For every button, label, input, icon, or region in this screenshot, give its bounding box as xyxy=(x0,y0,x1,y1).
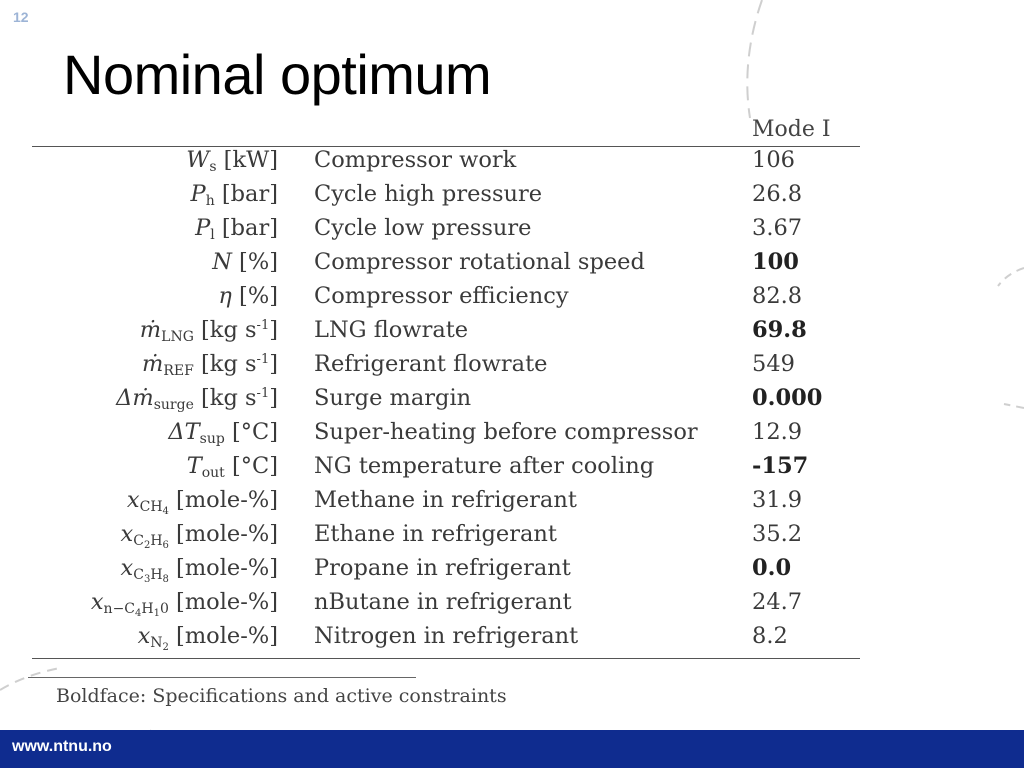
footer-bar xyxy=(0,730,1024,768)
symbol-letter: x xyxy=(126,487,140,513)
symbol-subscript: s xyxy=(209,159,217,175)
symbol-subscript: sup xyxy=(199,431,225,447)
row-description: Surge margin xyxy=(314,385,472,411)
row-unit: [kg $s^{-1}$] xyxy=(193,385,278,411)
symbol-letter: T xyxy=(186,453,202,479)
row-description: Methane in refrigerant xyxy=(314,487,577,513)
symbol-letter: x xyxy=(120,555,134,581)
row-symbol xyxy=(127,487,278,517)
symbol-subscript: n−C4H10 xyxy=(103,601,169,619)
row-value: 31.9 xyxy=(752,487,803,513)
table-row xyxy=(32,214,860,248)
symbol-subscript: CH4 xyxy=(139,499,169,517)
row-symbol xyxy=(142,351,278,379)
row-unit: [kW] xyxy=(216,147,278,173)
row-symbol xyxy=(168,419,278,447)
row-value: 0.0 xyxy=(752,555,792,581)
column-header-mode: Mode I xyxy=(752,117,831,142)
table-row xyxy=(32,486,860,520)
table-row xyxy=(32,520,860,554)
footnote-rule xyxy=(28,677,416,678)
row-unit: [°C] xyxy=(224,419,278,445)
row-description: Nitrogen in refrigerant xyxy=(314,623,579,649)
row-unit: [mole-%] xyxy=(168,521,278,547)
row-value: 35.2 xyxy=(752,521,803,547)
row-unit: [kg $s^{-1}$] xyxy=(193,317,278,343)
row-symbol xyxy=(138,623,278,653)
row-value: 549 xyxy=(752,351,795,377)
row-value: 106 xyxy=(752,147,795,173)
row-unit: [bar] xyxy=(214,181,278,207)
row-unit: [%] xyxy=(231,249,278,275)
row-value: 8.2 xyxy=(752,623,788,649)
row-unit: [bar] xyxy=(214,215,278,241)
table-row xyxy=(32,350,860,384)
symbol-subscript: C3H8 xyxy=(133,567,169,585)
symbol-subscript: out xyxy=(201,465,225,481)
row-unit: [mole-%] xyxy=(168,555,278,581)
row-description: NG temperature after cooling xyxy=(314,453,655,479)
table-row xyxy=(32,418,860,452)
row-unit: [mole-%] xyxy=(168,623,278,649)
row-description: LNG flowrate xyxy=(314,317,469,343)
symbol-letter: ṁ xyxy=(139,317,162,343)
row-unit: [kg $s^{-1}$] xyxy=(193,351,278,377)
symbol-subscript: REF xyxy=(163,363,194,379)
table-row xyxy=(32,282,860,316)
symbol-subscript: C2H6 xyxy=(133,533,169,551)
symbol-letter: N xyxy=(212,249,232,275)
table-row xyxy=(32,146,860,180)
row-value: 12.9 xyxy=(752,419,803,445)
symbol-letter: ΔT xyxy=(168,419,200,445)
row-description: Compressor efficiency xyxy=(314,283,569,309)
symbol-letter: x xyxy=(137,623,151,649)
row-symbol xyxy=(91,589,278,619)
slide-number: 12 xyxy=(13,9,29,25)
row-description: Cycle high pressure xyxy=(314,181,543,207)
row-description: Super-heating before compressor xyxy=(314,419,698,445)
symbol-letter: x xyxy=(90,589,104,615)
symbol-letter: ṁ xyxy=(142,351,164,377)
row-symbol xyxy=(116,385,278,413)
row-value: 0.000 xyxy=(752,385,823,411)
row-symbol xyxy=(186,147,278,175)
table-row xyxy=(32,248,860,282)
row-value: 100 xyxy=(752,249,799,275)
row-description: Ethane in refrigerant xyxy=(314,521,557,547)
row-symbol xyxy=(191,181,278,209)
symbol-letter: Δṁ xyxy=(116,385,154,411)
symbol-letter: P xyxy=(190,181,206,207)
table-bottom-rule xyxy=(32,658,860,659)
row-description: Compressor rotational speed xyxy=(314,249,645,275)
row-description: Cycle low pressure xyxy=(314,215,532,241)
row-unit: [mole-%] xyxy=(168,589,278,615)
row-description: Propane in refrigerant xyxy=(314,555,571,581)
row-unit: [mole-%] xyxy=(168,487,278,513)
table-row xyxy=(32,384,860,418)
row-value: 3.67 xyxy=(752,215,803,241)
row-symbol xyxy=(218,283,278,309)
row-symbol xyxy=(121,521,278,551)
row-unit: [°C] xyxy=(224,453,278,479)
row-symbol xyxy=(187,453,278,481)
row-description: Compressor work xyxy=(314,147,517,173)
row-description: nButane in refrigerant xyxy=(314,589,572,615)
row-value: 24.7 xyxy=(752,589,803,615)
slide-title: Nominal optimum xyxy=(63,43,492,106)
row-value: 26.8 xyxy=(752,181,803,207)
symbol-letter: x xyxy=(120,521,134,547)
row-symbol xyxy=(140,317,278,345)
table-row xyxy=(32,452,860,486)
table-row xyxy=(32,588,860,622)
symbol-subscript: surge xyxy=(153,397,194,413)
symbol-subscript: l xyxy=(210,227,215,243)
symbol-letter: W xyxy=(186,147,210,173)
table-row xyxy=(32,316,860,350)
footnote: Boldface: Specifications and active constraints xyxy=(56,685,507,707)
symbol-subscript: N2 xyxy=(150,635,169,653)
table-row xyxy=(32,554,860,588)
row-value: 69.8 xyxy=(752,317,807,343)
footer-url[interactable]: www.ntnu.no xyxy=(12,738,112,755)
row-symbol xyxy=(195,215,278,243)
row-value: -157 xyxy=(752,453,809,479)
table-row xyxy=(32,622,860,656)
row-description: Refrigerant flowrate xyxy=(314,351,548,377)
symbol-subscript: h xyxy=(205,193,215,209)
symbol-letter: P xyxy=(195,215,211,241)
symbol-letter: η xyxy=(218,283,232,309)
table-body xyxy=(32,146,860,656)
row-symbol xyxy=(121,555,278,585)
row-unit: [%] xyxy=(231,283,278,309)
symbol-subscript: LNG xyxy=(161,329,194,345)
row-symbol xyxy=(212,249,278,275)
table-row xyxy=(32,180,860,214)
row-value: 82.8 xyxy=(752,283,803,309)
